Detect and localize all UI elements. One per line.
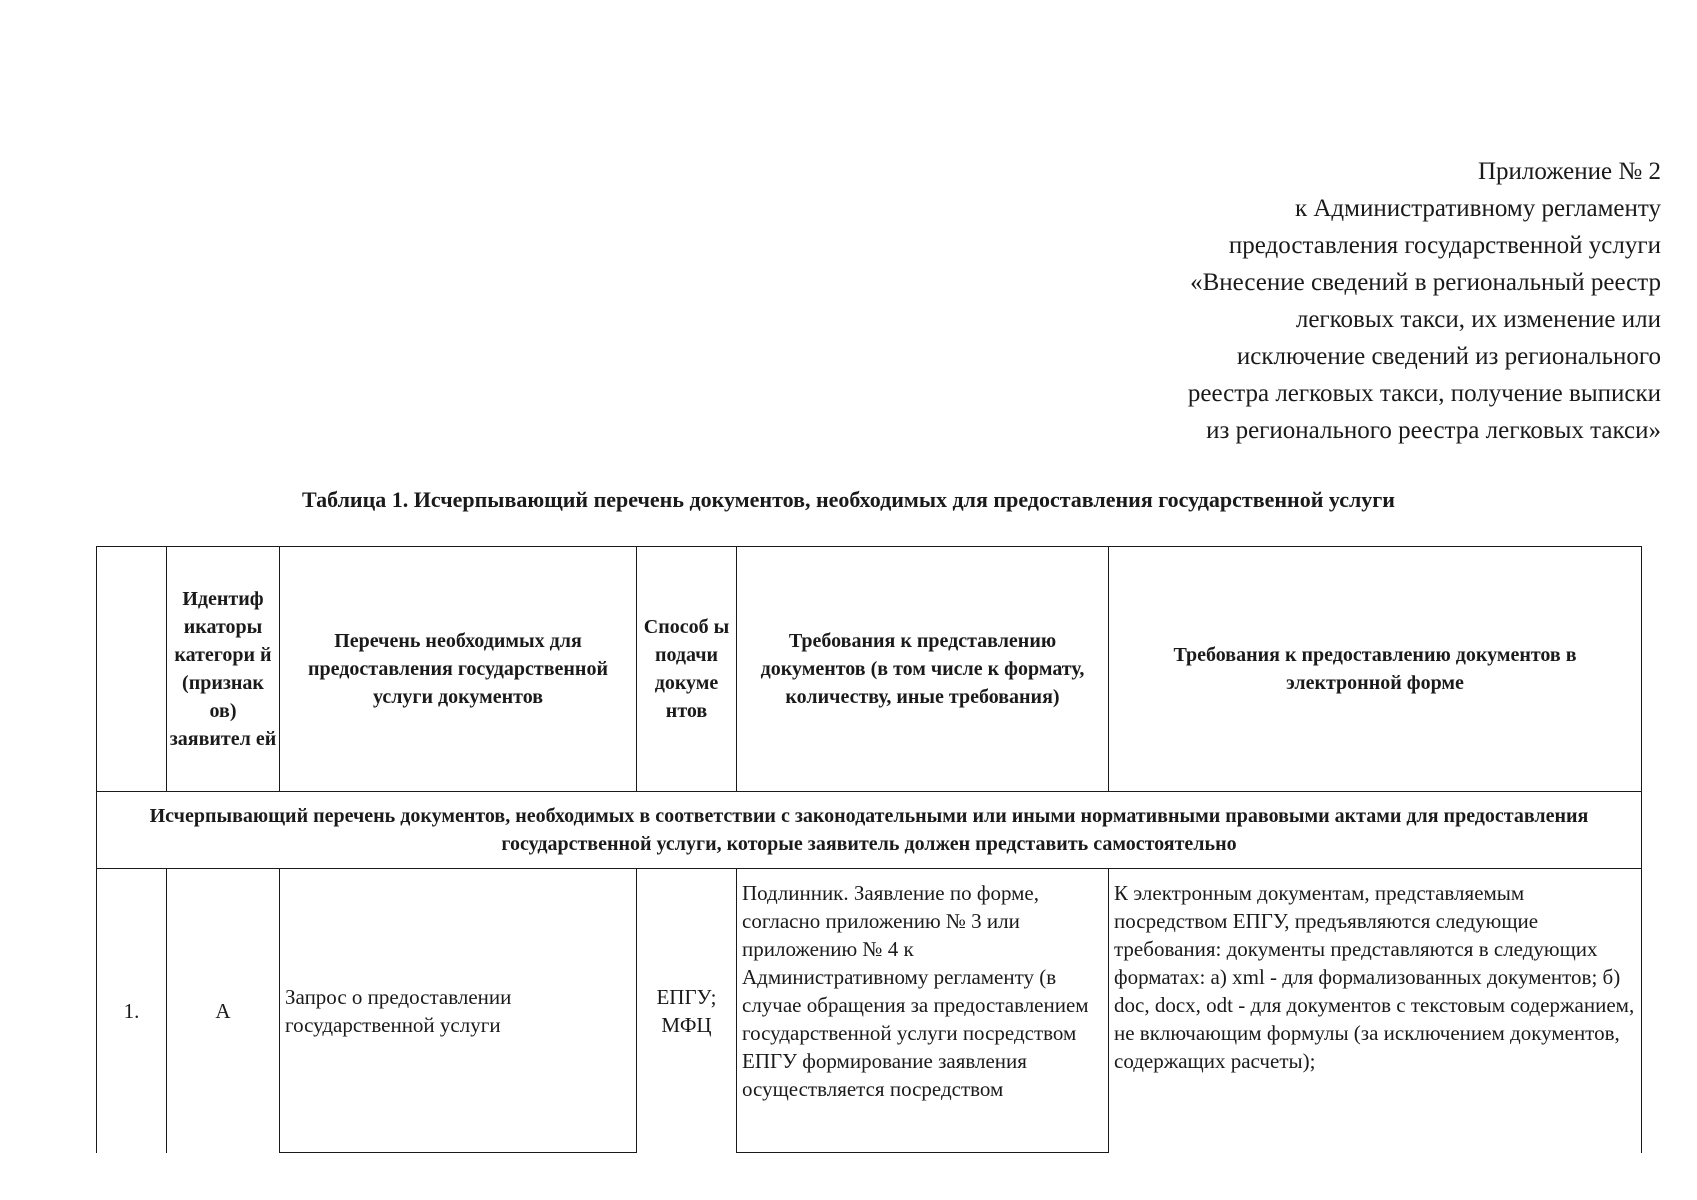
table-title: Таблица 1. Исчерпывающий перечень документов, необходимых для предоставления государственной услуги (302, 487, 1395, 512)
appendix-line: к Административному регламенту (1294, 195, 1661, 222)
row-number: 1. (97, 869, 167, 1153)
appendix-line: легковых такси, их изменение или (1295, 306, 1661, 333)
table-section-row (97, 792, 1642, 869)
appendix-line: исключение сведений из регионального (1236, 343, 1661, 370)
appendix-line: предоставления государственной услуги (1228, 232, 1661, 259)
row-electronic: К электронным документам, представляемым посредством ЕПГУ, предъявляются следующие требования: документы представляются в следующих форматах: а) xml - для формализованных документов; б) doc, docx, odt - для документов с текстовым содержанием, не включающим формулы (за исключением документов, содержащих расчеты); (1109, 869, 1642, 1153)
header-identifiers: Идентиф икаторы категори й (признак ов) заявител ей (167, 547, 280, 792)
header-electronic: Требования к предоставлению документов в электронной форме (1109, 547, 1642, 792)
appendix-line: Приложение № 2 (1477, 158, 1661, 185)
header-documents: Перечень необходимых для предоставления государственной услуги документов (280, 547, 637, 792)
appendix-line: реестра легковых такси, получение выписки (1187, 380, 1661, 407)
row-method: ЕПГУ; МФЦ (637, 869, 737, 1153)
row-document: Запрос о предоставлении государственной услуги (280, 869, 637, 1153)
table-row (97, 869, 1642, 1153)
header-requirements: Требования к представлению документов (в том числе к формату, количеству, иные требования) (737, 547, 1109, 792)
row-identifier: А (167, 869, 280, 1153)
appendix-line: из регионального реестра легковых такси» (1206, 417, 1661, 444)
table-header-row (97, 547, 1642, 792)
row-requirements: Подлинник. Заявление по форме, согласно приложению № 3 или приложению № 4 к Административному регламенту (в случае обращения за предоставлением государственной услуги посредством ЕПГУ формирование заявления осуществляется посредством (737, 869, 1109, 1153)
header-num (97, 547, 167, 792)
documents-table (96, 546, 1642, 1153)
section-title: Исчерпывающий перечень документов, необходимых в соответствии с законодательными или иными нормативными правовыми актами для предоставления государственной услуги, которые заявитель должен представить самостоятельно (97, 792, 1642, 869)
appendix-line: «Внесение сведений в региональный реестр (1190, 269, 1661, 296)
appendix-heading (1041, 153, 1661, 449)
header-methods: Способ ы подачи докуме нтов (637, 547, 737, 792)
